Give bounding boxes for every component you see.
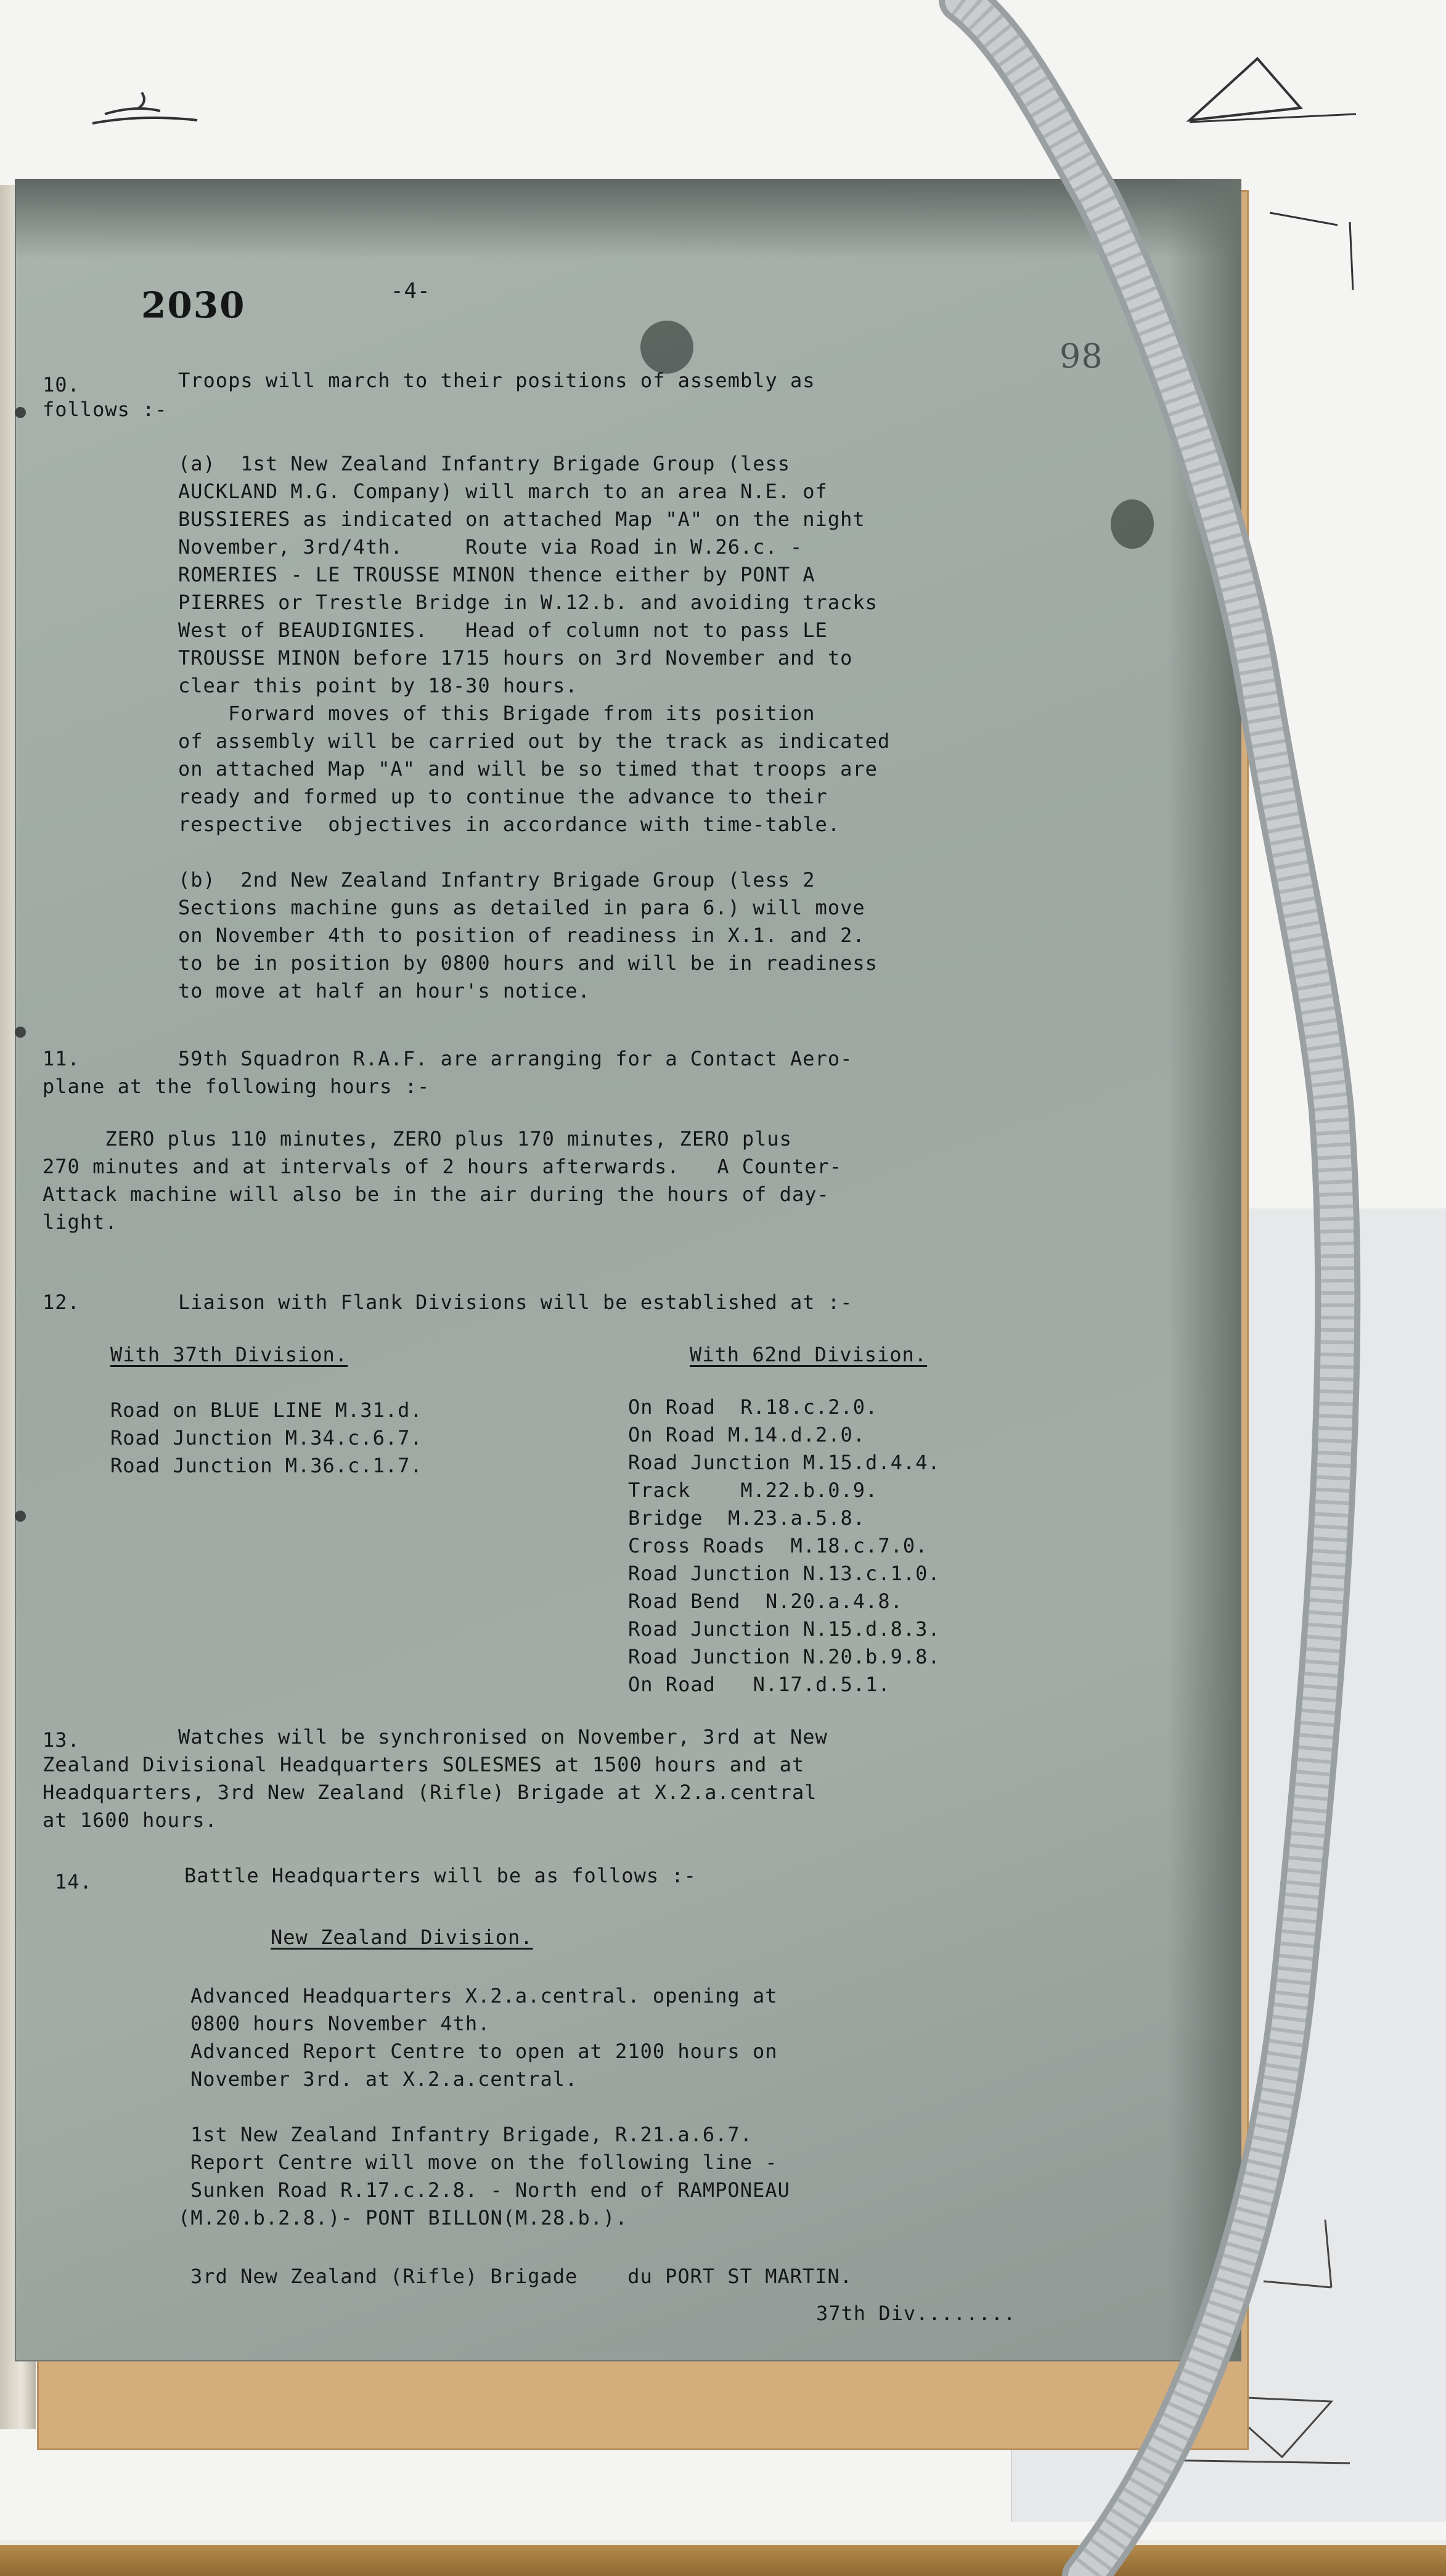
list-item: Cross Roads M.18.c.7.0. (628, 1534, 928, 1557)
punch-hole (15, 1511, 26, 1522)
text-line: clear this point by 18-30 hours. (178, 674, 578, 697)
para-10-text: Troops will march to their positions of assembly as (178, 369, 815, 392)
text-line: Advanced Report Centre to open at 2100 hours on (190, 2040, 778, 2063)
text-line: Forward moves of this Brigade from its position (178, 702, 815, 725)
text-line: of assembly will be carried out by the track as indicated (178, 729, 891, 753)
text-line: to move at half an hour's notice. (178, 979, 590, 1003)
text-line: (M.20.b.2.8.)- PONT BILLON(M.28.b.). (178, 2206, 628, 2229)
text-line: light. (43, 1210, 118, 1234)
para-13-number: 13. (43, 1728, 80, 1752)
list-item: Road Junction M.15.d.4.4. (628, 1451, 941, 1474)
text-line: to be in position by 0800 hours and will be in readiness (178, 951, 878, 975)
catchword: 37th Div........ (816, 2302, 1016, 2325)
page-top-shadow (15, 179, 1241, 259)
text-line: Advanced Headquarters X.2.a.central. opening at (190, 1984, 778, 2008)
desk-surface (0, 2545, 1446, 2576)
text-line: (b) 2nd New Zealand Infantry Brigade Group (less 2 (178, 868, 815, 892)
text-line: plane at the following hours :- (43, 1075, 430, 1098)
para-14-text: Battle Headquarters will be as follows :- (184, 1864, 696, 1887)
text-line: (a) 1st New Zealand Infantry Brigade Group (less (178, 452, 791, 475)
text-line: 59th Squadron R.A.F. are arranging for a Contact Aero- (178, 1047, 853, 1070)
text-line: West of BEAUDIGNIES. Head of column not to pass LE (178, 618, 828, 642)
text-line: Headquarters, 3rd New Zealand (Rifle) Brigade at X.2.a.central (43, 1781, 817, 1804)
para-11-number: 11. (43, 1047, 80, 1070)
list-item: Road Junction N.13.c.1.0. (628, 1562, 941, 1585)
list-item: Road Junction M.36.c.1.7. (110, 1454, 423, 1477)
text-line: Watches will be synchronised on November, 3rd at New (178, 1725, 828, 1749)
list-item: Road on BLUE LINE M.31.d. (110, 1398, 423, 1422)
text-line: November 3rd. at X.2.a.central. (190, 2067, 578, 2091)
ink-stain (1111, 499, 1154, 549)
text-line: 270 minutes and at intervals of 2 hours afterwards. A Counter- (43, 1155, 842, 1178)
text-line: on November 4th to position of readiness in X.1. and 2. (178, 924, 865, 947)
list-item: Bridge M.23.a.5.8. (628, 1506, 866, 1530)
text-line: AUCKLAND M.G. Company) will march to an area N.E. of (178, 480, 828, 503)
text-line: ZERO plus 110 minutes, ZERO plus 170 minutes, ZERO plus (43, 1127, 792, 1151)
text-line: 0800 hours November 4th. (190, 2012, 491, 2035)
list-item: On Road R.18.c.2.0. (628, 1395, 878, 1419)
page-right-shadow (1167, 179, 1241, 2361)
list-item: On Road M.14.d.2.0. (628, 1423, 866, 1446)
para-10-number: 10. (43, 373, 80, 396)
text-line: Attack machine will also be in the air during the hours of day- (43, 1183, 830, 1206)
section-heading: New Zealand Division. (271, 1926, 533, 1949)
page-number: -4- (391, 279, 431, 303)
text-line: Report Centre will move on the following line - (190, 2151, 778, 2174)
right-column-heading: With 62nd Division. (690, 1343, 928, 1366)
list-item: Road Junction N.15.d.8.3. (628, 1617, 941, 1641)
ink-stain (640, 321, 693, 374)
text-line: Sections machine guns as detailed in para 6.) will move (178, 896, 865, 919)
text-line: ROMERIES - LE TROUSSE MINON thence either by PONT A (178, 563, 815, 586)
text-line: 1st New Zealand Infantry Brigade, R.21.a.6.7. (190, 2123, 753, 2146)
text-line: Zealand Divisional Headquarters SOLESMES at 1500 hours and at (43, 1753, 805, 1776)
text-line: November, 3rd/4th. Route via Road in W.26.c. - (178, 535, 803, 559)
punch-hole (15, 407, 26, 418)
para-10-continuation: follows :- (43, 398, 168, 421)
corner-number: 98 (1060, 337, 1103, 375)
text-line: ready and formed up to continue the advance to their (178, 785, 828, 808)
folio-number: 2030 (141, 284, 246, 326)
para-12-number: 12. (43, 1290, 80, 1314)
list-item: On Road N.17.d.5.1. (628, 1673, 891, 1696)
text-line: TROUSSE MINON before 1715 hours on 3rd November and to (178, 646, 853, 670)
para-14-number: 14. (55, 1870, 92, 1893)
list-item: Road Junction M.34.c.6.7. (110, 1426, 423, 1450)
punch-hole (15, 1027, 26, 1038)
left-column-heading: With 37th Division. (110, 1343, 348, 1366)
para-12-text: Liaison with Flank Divisions will be established at :- (178, 1290, 853, 1314)
list-item: Road Junction N.20.b.9.8. (628, 1645, 941, 1668)
text-line: 3rd New Zealand (Rifle) Brigade du PORT ST MARTIN. (190, 2265, 853, 2288)
text-line: respective objectives in accordance with time-table. (178, 813, 841, 836)
text-line: BUSSIERES as indicated on attached Map "A" on the night (178, 507, 865, 531)
document-page (15, 179, 1241, 2361)
text-line: at 1600 hours. (43, 1808, 218, 1832)
list-item: Track M.22.b.0.9. (628, 1479, 878, 1502)
text-line: Sunken Road R.17.c.2.8. - North end of RAMPONEAU (190, 2178, 790, 2202)
list-item: Road Bend N.20.a.4.8. (628, 1589, 903, 1613)
text-line: PIERRES or Trestle Bridge in W.12.b. and avoiding tracks (178, 591, 878, 614)
text-line: on attached Map "A" and will be so timed that troops are (178, 757, 878, 781)
